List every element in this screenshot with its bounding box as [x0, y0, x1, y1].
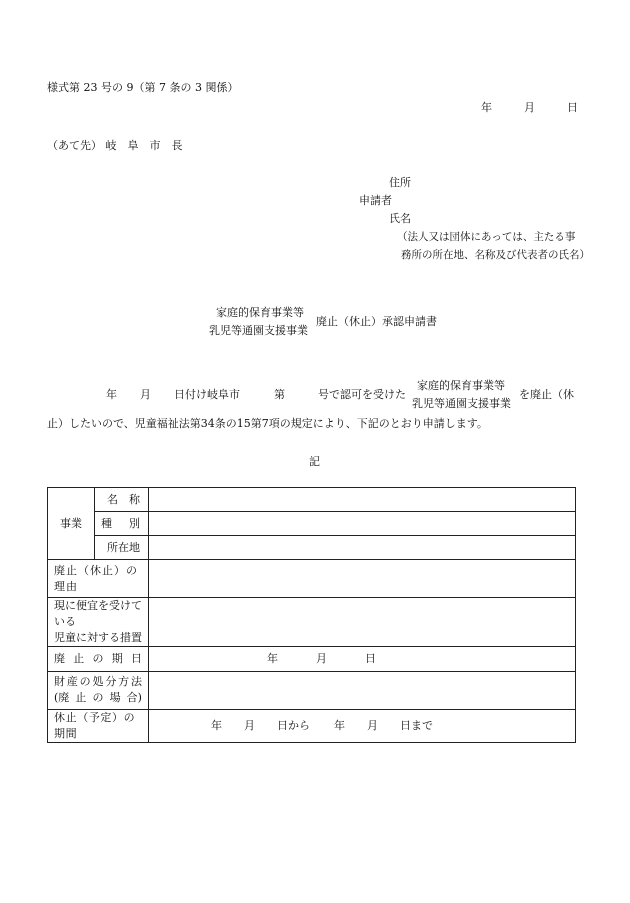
addressee-prefix: （あて先）: [47, 139, 102, 152]
title-option-1: 家庭的保育事業等: [216, 306, 304, 319]
row-property: [48, 671, 576, 709]
application-table: [47, 487, 576, 743]
body-line-2: 止）したいので、児童福祉法第34条の15第7項の規定により、下記のとおり申請します。: [47, 417, 488, 430]
business-name-value[interactable]: [149, 488, 576, 512]
row-business-name: [48, 488, 576, 512]
row-business-location: [48, 536, 576, 560]
abolition-date-value[interactable]: 年 月 日: [149, 646, 576, 671]
business-type-value[interactable]: [149, 512, 576, 536]
date-year: 年: [481, 101, 492, 114]
property-label: 財 産 の 処 分 方 法 (廃 止 の 場 合): [48, 671, 149, 709]
date-month: 月: [524, 101, 535, 114]
suspension-value[interactable]: 年 月 日から 年 月 日まで: [149, 709, 576, 742]
date-day: 日: [567, 101, 578, 114]
applicant-note-line1: （法人又は団体にあっては、主たる事: [397, 231, 576, 243]
body-day-prefix: 日付け岐阜市: [174, 388, 240, 401]
property-value[interactable]: [149, 671, 576, 709]
reason-value[interactable]: [149, 560, 576, 598]
business-location-label: 所 在 地: [95, 536, 149, 560]
addressee-name: 岐 阜 市 長: [105, 139, 183, 152]
applicant-label: 申請者: [359, 194, 392, 207]
address-label: 住所: [389, 176, 411, 189]
business-name-label: 名 称: [95, 488, 149, 512]
row-abolition-date: [48, 646, 576, 671]
row-suspension: [48, 709, 576, 742]
header-date: [481, 102, 578, 113]
business-type-label: 種 別: [95, 512, 149, 536]
measures-value[interactable]: [149, 598, 576, 647]
reason-label: 廃止（休止）の理由: [48, 560, 149, 598]
document-title: 廃止（休止）承認申請書: [316, 315, 437, 328]
measures-label: 現に便宜を受けている 児 童 に 対 す る 措 置: [48, 598, 149, 647]
business-location-value[interactable]: [149, 536, 576, 560]
body-dai: 第: [274, 388, 285, 401]
row-reason: [48, 560, 576, 598]
ki-heading: 記: [309, 455, 320, 468]
body-option-2: 乳児等通園支援事業: [412, 397, 511, 410]
suspension-label: 休止（予定）の期間: [48, 709, 149, 742]
row-measures: [48, 598, 576, 647]
addressee: [47, 140, 183, 151]
abolition-date-label: 廃 止 の 期 日: [48, 646, 149, 671]
title-option-2: 乳児等通園支援事業: [209, 324, 308, 337]
row-business-type: [48, 512, 576, 536]
body-approval: 号で認可を受けた: [318, 388, 406, 401]
body-year: 年: [106, 388, 117, 401]
body-month: 月: [140, 388, 151, 401]
name-label: 氏名: [389, 212, 411, 225]
applicant-note-line2: 務所の所在地、名称及び代表者の氏名）: [401, 249, 590, 261]
form-number: 様式第 23 号の 9（第 7 条の 3 関係）: [47, 81, 239, 94]
body-after: を廃止（休: [519, 388, 574, 401]
business-group-label: 事 業: [48, 488, 95, 560]
body-option-1: 家庭的保育事業等: [417, 379, 505, 392]
